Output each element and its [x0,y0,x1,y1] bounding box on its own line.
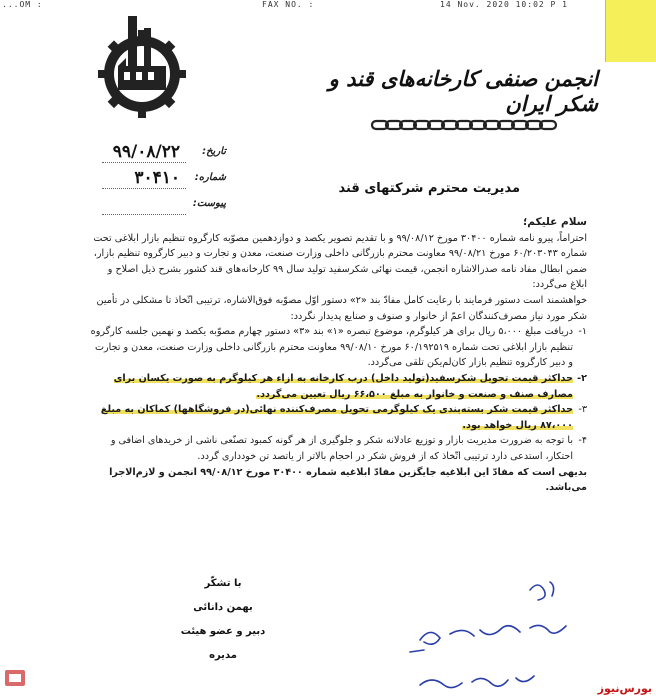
factory-gear-logo [88,8,196,120]
attachment-label: پیوست: [192,198,226,209]
date-row [96,142,226,168]
watermark-logo-icon [2,664,28,690]
number-value: ۳۰۴۱۰ [134,168,180,188]
signatory-title: دبیر و عضو هیئت مدیره [180,626,266,661]
item-text: با توجه به ضرورت مدیریت بازار و توزیع عادلانه شکر و جلوگیری از هر گونه کمبود تصنّعی ناشی از خریدهای اضافی و احتکار، استدعی دارد ترتیبی اتّخاذ که از فروش شکر در احجام بالاتر از یاتصد تن خودداری گردد. [110,435,573,462]
handwritten-annotation [380,570,610,699]
watermark-text: بورس‌نیوز [597,682,652,695]
fax-header-number: FAX NO. : [262,0,315,9]
item-number: ۴- [578,435,587,447]
intro-paragraph: احتراماً، پیرو نامه شماره ۳۰۴۰۰ مورخ ۹۹/۰۸/۱۲ و با تقدیم تصویر یکصد و دوازدهمین مصوّبه کارگروه تنظیم بازار ابلاغی تحت شماره ۶۰/۲۰۳۰۴۳ مورخ ۹۹/۰۸/۲۱ معاونت محترم بازرگانی داخلی وزارت صنعت، معدن و تجارت و دبیر کارگروه تنظیم بازار، ضمن ابطال مفاد نامه صدرالاشاره انجمن، قیمت نهائی شکرسفید تولید سال ۹۹ کارخانه‌های قند کشور بشرح ذیل اصلاح و ابلاغ می‌گردد: [93,232,587,291]
letter-body [90,215,587,496]
item-number: ۱- [578,326,587,338]
item-text: دریافت مبلغ ۵،۰۰۰ ریال برای هر کیلوگرم، موضوع تبصره «۱» بند «۳» دستور چهارم مصوّبه یکصد و نهمین جلسه کارگروه تنظیم بازار ابلاغی تحت شماره ۶۰/۱۹۲۵۱۹ مورخ ۹۹/۰۸/۱۰ معاونت محترم بازرگانی داخلی وزارت صنعت، معدن و تجارت و دبیر کارگروه تنظیم بازار کان‌لم‌یکن تلقی می‌گردد. [90,326,573,369]
list-item [90,402,587,433]
signature-block [168,572,278,668]
number-row [96,168,226,194]
highlighted-item-text: حداکثر قیمت شکر بسته‌بندی یک کیلوگرمی تحویل مصرف‌کننده نهائی(در فروشگاهها) کماکان به مبلغ ۸۷،۰۰۰ ریال خواهد بود. [100,404,573,431]
date-label: تاریخ: [202,146,226,157]
fax-header-timestamp: 14 Nov. 2020 10:02 P 1 [440,0,568,9]
number-label: شماره: [194,172,226,183]
signature-thanks: با تشکّر [204,578,242,589]
recipient-line: مدیریت محترم شرکتهای قند [338,181,520,196]
request-paragraph: خواهشمند است دستور فرمایند با رعایت کامل مفادّ بند «۲» دستور اوّل مصوّبه فوق‌الاشاره، ترتیبی اتّخاذ تا مشکلی در تأمین شکر مورد نیاز مصرف‌کنندگان اعمّ از خانوار و صنوف و صنایع پدیدار نگردد: [96,294,587,322]
number-underline [102,188,186,189]
chain-divider [370,118,566,132]
fax-header-from: ...OM : [2,0,43,9]
list-item [90,371,587,402]
list-item [90,433,587,464]
closing-paragraph: بدیهی است که مفادّ این ابلاغیه جایگزین مفادّ ابلاغیه شماره ۳۰۴۰۰ مورخ ۹۹/۰۸/۱۲ انجمن و لازم‌الاجرا می‌باشد. [109,466,587,494]
list-item [90,324,587,371]
item-number: ۲- [577,372,587,384]
letter-meta [96,142,226,220]
date-underline [102,162,186,163]
sticky-note [605,0,656,62]
greeting: سلام علیکم؛ [523,216,587,228]
organization-title: انجمن صنفی کارخانه‌های قند و شکر ایران [328,66,598,116]
date-value: ۹۹/۰۸/۲۲ [112,142,180,162]
highlighted-item-text: حداکثر قیمت تحویل شکرسفید(تولید داخل) درب کارخانه به ازاء هر کیلوگرم به صورت یکسان برای مصارف صنف و صنعت و خانوار به مبلغ ۶۶،۵۰۰ ریال تعیین می‌گردد. [113,372,573,400]
item-number: ۳- [578,404,587,416]
signatory-name: بهمن دانائی [193,602,253,613]
